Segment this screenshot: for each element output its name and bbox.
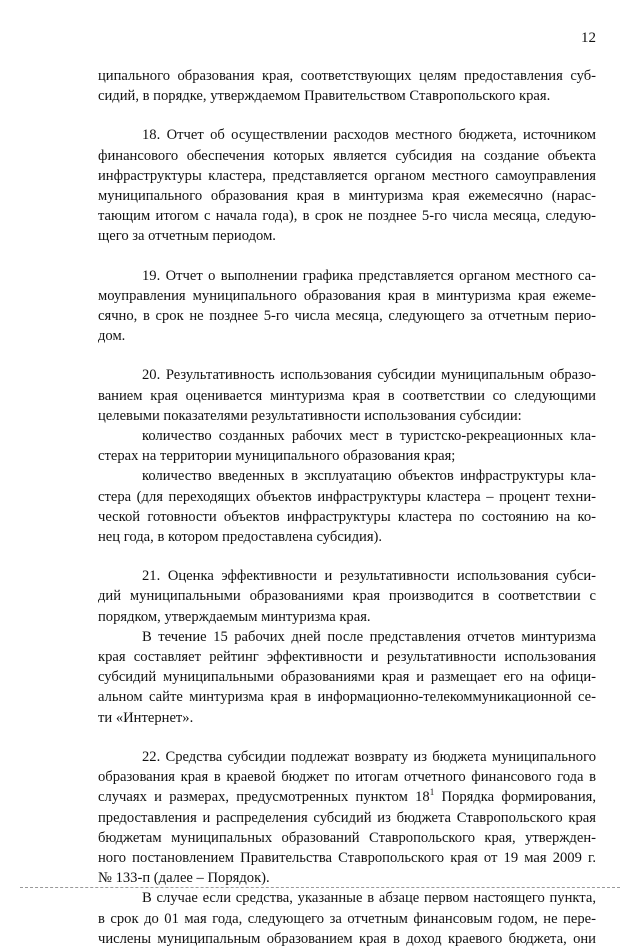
- text-line: В течение 15 рабочих дней после представления отчетов минтуризма: [142, 628, 596, 645]
- text-line: ческой готовности объектов инфраструктуры кластера по состоянию на ко-: [98, 508, 596, 525]
- text-line: инфраструктуры кластера, представляется органом местного самоуправления: [98, 167, 596, 184]
- superscript-index: 1: [429, 787, 435, 798]
- text-line: альном сайте минтуризма края в информационно-телекоммуникационной се-: [98, 689, 596, 706]
- text-line: стера (для переходящих объектов инфраструктуры кластера – процент техни-: [98, 488, 596, 505]
- text-line: в срок до 01 мая года, следующего за отчетным финансовым годом, не пере-: [98, 910, 596, 927]
- paragraph-continuation: [98, 66, 596, 106]
- text-line: В случае если средства, указанные в абзаце первом настоящего пункта,: [142, 890, 596, 907]
- text-line: порядком, утверждаемым минтуризма края.: [98, 608, 371, 625]
- paragraph-20: [98, 365, 596, 547]
- text-line: предоставления и распределения субсидий из бюджета Ставропольского края: [98, 809, 596, 826]
- text-line: дий муниципальными образованиями края производится в соответствии с: [98, 588, 596, 605]
- paragraph-18: [98, 125, 596, 246]
- text-line: числены муниципальным образованием края в доход краевого бюджета, они: [98, 930, 596, 947]
- text-line: тающим итогом с начала года), в срок не позднее 5-го числа месяца, следую-: [98, 208, 596, 225]
- text-line: количество введенных в эксплуатацию объектов инфраструктуры кла-: [142, 468, 596, 485]
- text-line: бюджетам муниципальных образований Ставропольского края, утвержден-: [98, 829, 596, 846]
- text-line: сидий, в порядке, утверждаемом Правительством Ставропольского края.: [98, 88, 551, 105]
- text-line: 21. Оценка эффективности и результативности использования субси-: [142, 568, 596, 585]
- text-line: количество созданных рабочих мест в туристско-рекреационных кла-: [142, 428, 596, 445]
- text-line: субсидий муниципальными образованиями края и размещает его на офици-: [98, 669, 596, 686]
- text-segment: Порядка формирования,: [434, 789, 597, 806]
- text-line-with-footnote: [98, 787, 596, 807]
- text-line: ципального образования края, соответствующих целям предоставления суб-: [98, 68, 596, 84]
- text-line: нец года, в котором предоставлена субсидия).: [98, 529, 383, 546]
- text-line: целевыми показателями результативности использования субсидии:: [98, 407, 522, 424]
- text-line: 19. Отчет о выполнении графика представляется органом местного са-: [142, 267, 596, 284]
- text-segment: случаях и размерах, предусмотренных пунктом 18: [98, 789, 430, 806]
- text-line: ти «Интернет».: [98, 709, 194, 726]
- text-line: сячно, в срок не позднее 5-го числа месяца, следующего за отчетным перио-: [98, 308, 596, 325]
- text-line: муниципального образования края в минтуризма края ежемесячно (нарас-: [98, 188, 596, 205]
- text-line: щего за отчетным периодом.: [98, 228, 276, 245]
- text-line: № 133-п (далее – Порядок).: [98, 870, 270, 887]
- text-line: стерах на территории муниципального образования края;: [98, 448, 456, 465]
- text-line: ного постановлением Правительства Ставропольского края от 19 мая 2009 г.: [98, 849, 596, 866]
- text-line: 22. Средства субсидии подлежат возврату из бюджета муниципального: [142, 748, 596, 765]
- paragraph-21: [98, 566, 596, 728]
- text-line: 20. Результативность использования субсидии муниципальным образо-: [142, 367, 596, 384]
- text-line: образования края в краевой бюджет по итогам отчетного финансового года в: [98, 769, 596, 786]
- text-line: моуправления муниципального образования края в минтуризма края ежеме-: [98, 287, 596, 304]
- page-number: 12: [581, 30, 596, 46]
- paragraph-22: [98, 747, 596, 949]
- text-line: финансового обеспечения которых является субсидия на создание объекта: [98, 147, 596, 164]
- text-line: 18. Отчет об осуществлении расходов местного бюджета, источником: [142, 127, 596, 144]
- paragraph-19: [98, 266, 596, 347]
- text-line: дом.: [98, 328, 126, 345]
- text-line: ванием края оценивается минтуризма края в соответствии со следующими: [98, 387, 596, 404]
- text-line: края составляет рейтинг эффективности и результативности использования: [98, 649, 596, 666]
- page-bottom-rule: [20, 887, 620, 888]
- document-body: [98, 66, 596, 949]
